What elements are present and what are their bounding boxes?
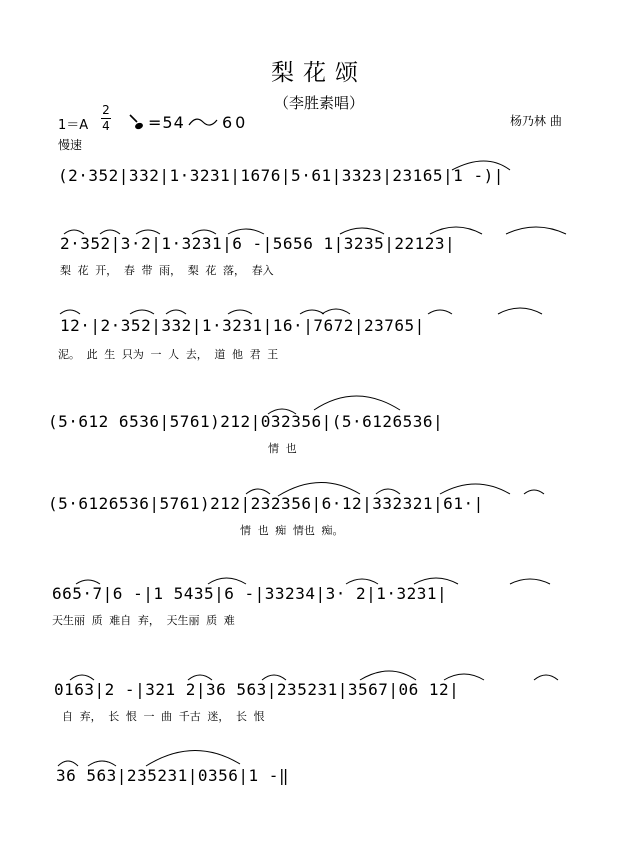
lyrics-line: 梨 花 开， 春 带 雨， 梨 花 落， 春入 [60, 264, 274, 277]
score-row-5 [0, 488, 638, 578]
notation-line: 0163|2 -|321 2|36 563|235231|3567|06 12| [54, 680, 460, 699]
notation-line: (5·6126536|5761)212|232356|6·12|332321|61·| [48, 494, 484, 513]
time-signature [101, 104, 111, 133]
slur-arcs [0, 666, 638, 756]
lyrics-line: 情 也 痴 情也 痴。 [240, 524, 344, 537]
score-row-2 [0, 228, 638, 318]
slur-arcs [0, 308, 638, 398]
slur-arcs [0, 488, 638, 578]
time-signature-top: 2 [102, 103, 110, 117]
lyrics-line: 天生丽 质 难自 弃， 天生丽 质 难 [52, 614, 235, 627]
notation-line: 665·7|6 -|1 5435|6 -|33234|3· 2|1·3231| [52, 584, 448, 603]
notation-line: (2·352|332|1·3231|1676|5·61|3323|23165|1 -)| [58, 166, 504, 185]
tilde-icon [188, 114, 218, 130]
notation-line: 36 563|235231|0356|1 -‖ [56, 766, 290, 785]
notation-line: (5·612 6536|5761)212|032356|(5·6126536| [48, 412, 444, 431]
tempo-max: 60 [222, 113, 249, 132]
key-signature: 1＝A [58, 118, 89, 133]
notation-line: 2·352|3·2|1·3231|6 -|5656 1|3235|22123| [60, 234, 456, 253]
score-row-8 [0, 752, 638, 842]
lyrics-line: 情 也 [268, 442, 297, 455]
slur-arcs [0, 578, 638, 668]
lyrics-line: 自 弃， 长 恨 一 曲 千古 迷， 长 恨 [62, 710, 265, 723]
slur-arcs [0, 752, 638, 842]
score-row-3 [0, 308, 638, 398]
page-subtitle: （李胜素唱） [273, 94, 364, 112]
slur-arcs [0, 228, 638, 318]
score-row-7 [0, 666, 638, 756]
score-row-6 [0, 578, 638, 668]
composer-credit: 杨乃林 曲 [510, 114, 562, 128]
lyrics-line: 泥。 此 生 只为 一 人 去， 道 他 君 王 [58, 348, 279, 361]
quarter-note-icon [127, 113, 147, 133]
page-title: 梨花颂 [271, 60, 367, 86]
time-signature-bottom: 4 [102, 119, 110, 133]
tempo-marking: =54 [148, 113, 185, 132]
notation-line: 12·|2·352|332|1·3231|16·|7672|23765| [60, 316, 425, 335]
speed-marking: 慢速 [58, 138, 83, 152]
